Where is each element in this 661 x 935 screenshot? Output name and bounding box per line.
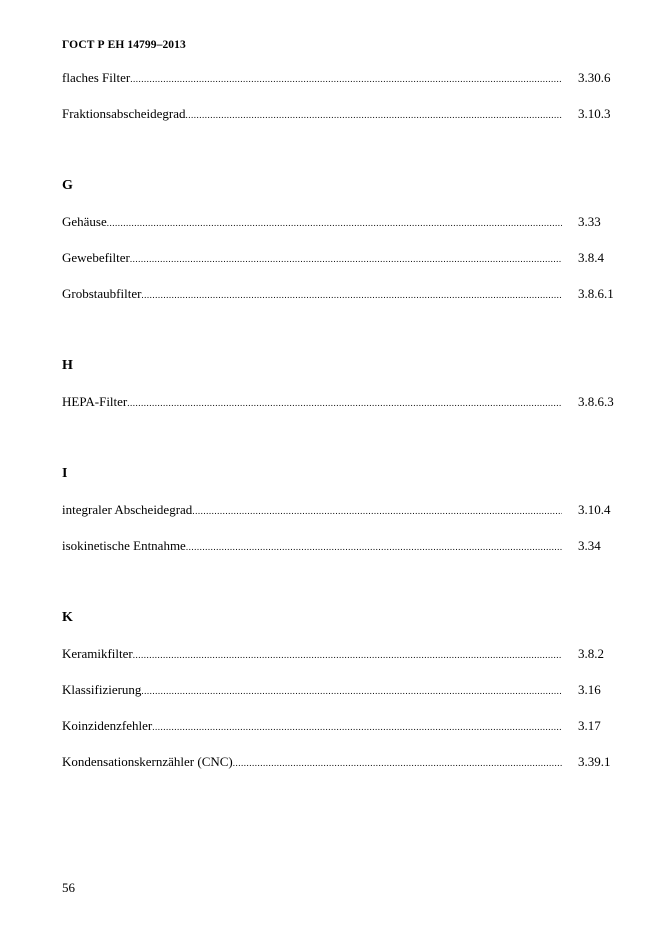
index-entry xyxy=(62,646,622,682)
index-entry xyxy=(62,250,622,286)
index-term: Gehäuse xyxy=(62,214,107,229)
dot-leader xyxy=(130,70,562,86)
section-gap xyxy=(62,574,622,610)
section-gap xyxy=(62,430,622,466)
index-reference: 3.17 xyxy=(578,718,601,733)
index-term: Grobstaubfilter xyxy=(62,286,142,301)
index-reference: 3.8.2 xyxy=(578,646,604,661)
dot-leader xyxy=(233,754,562,770)
index-term: Keramikfilter xyxy=(62,646,133,661)
index-entry xyxy=(62,682,622,718)
section-letter-g: G xyxy=(62,178,73,193)
dot-leader xyxy=(141,682,562,698)
dot-leader xyxy=(133,646,562,662)
index-entry xyxy=(62,286,622,322)
index-reference: 3.10.4 xyxy=(578,502,611,517)
index-entry xyxy=(62,106,622,142)
dot-leader xyxy=(127,394,562,410)
dot-leader xyxy=(152,718,562,734)
index-entry xyxy=(62,538,622,574)
index-term: Klassifizierung xyxy=(62,682,142,697)
section-letter-h: H xyxy=(62,358,73,373)
index-term: Gewebefilter xyxy=(62,250,130,265)
index-reference: 3.8.6.1 xyxy=(578,286,614,301)
document-header: ГОСТ Р ЕН 14799–2013 xyxy=(62,39,186,51)
dot-leader xyxy=(192,502,562,518)
index-entry xyxy=(62,70,622,106)
index-entry xyxy=(62,502,622,538)
index-term: isokinetische Entnahme xyxy=(62,538,186,553)
dot-leader xyxy=(185,106,562,122)
index-entry xyxy=(62,718,622,754)
index-term: Koinzidenzfehler xyxy=(62,718,153,733)
index-term: flaches Filter xyxy=(62,70,131,85)
index-reference: 3.16 xyxy=(578,682,601,697)
index-reference: 3.8.4 xyxy=(578,250,604,265)
dot-leader xyxy=(107,214,562,230)
index-term: integraler Abscheidegrad xyxy=(62,502,193,517)
section-gap xyxy=(62,142,622,178)
index-term: Fraktionsabscheidegrad xyxy=(62,106,186,121)
section-letter-i: I xyxy=(62,466,68,481)
section-letter-k: K xyxy=(62,610,73,625)
index-reference: 3.8.6.3 xyxy=(578,394,614,409)
index-reference: 3.39.1 xyxy=(578,754,611,769)
index-reference: 3.30.6 xyxy=(578,70,611,85)
index-entry xyxy=(62,394,622,430)
section-gap xyxy=(62,322,622,358)
index-term: Kondensationskernzähler (CNC) xyxy=(62,754,233,769)
index-term: HEPA-Filter xyxy=(62,394,128,409)
index-reference: 3.33 xyxy=(578,214,601,229)
dot-leader xyxy=(186,538,562,554)
index-reference: 3.10.3 xyxy=(578,106,611,121)
index-entry xyxy=(62,214,622,250)
dot-leader xyxy=(130,250,562,266)
index-list xyxy=(62,70,622,790)
page-number: 56 xyxy=(62,880,75,895)
dot-leader xyxy=(141,286,562,302)
index-reference: 3.34 xyxy=(578,538,601,553)
index-entry xyxy=(62,754,622,790)
